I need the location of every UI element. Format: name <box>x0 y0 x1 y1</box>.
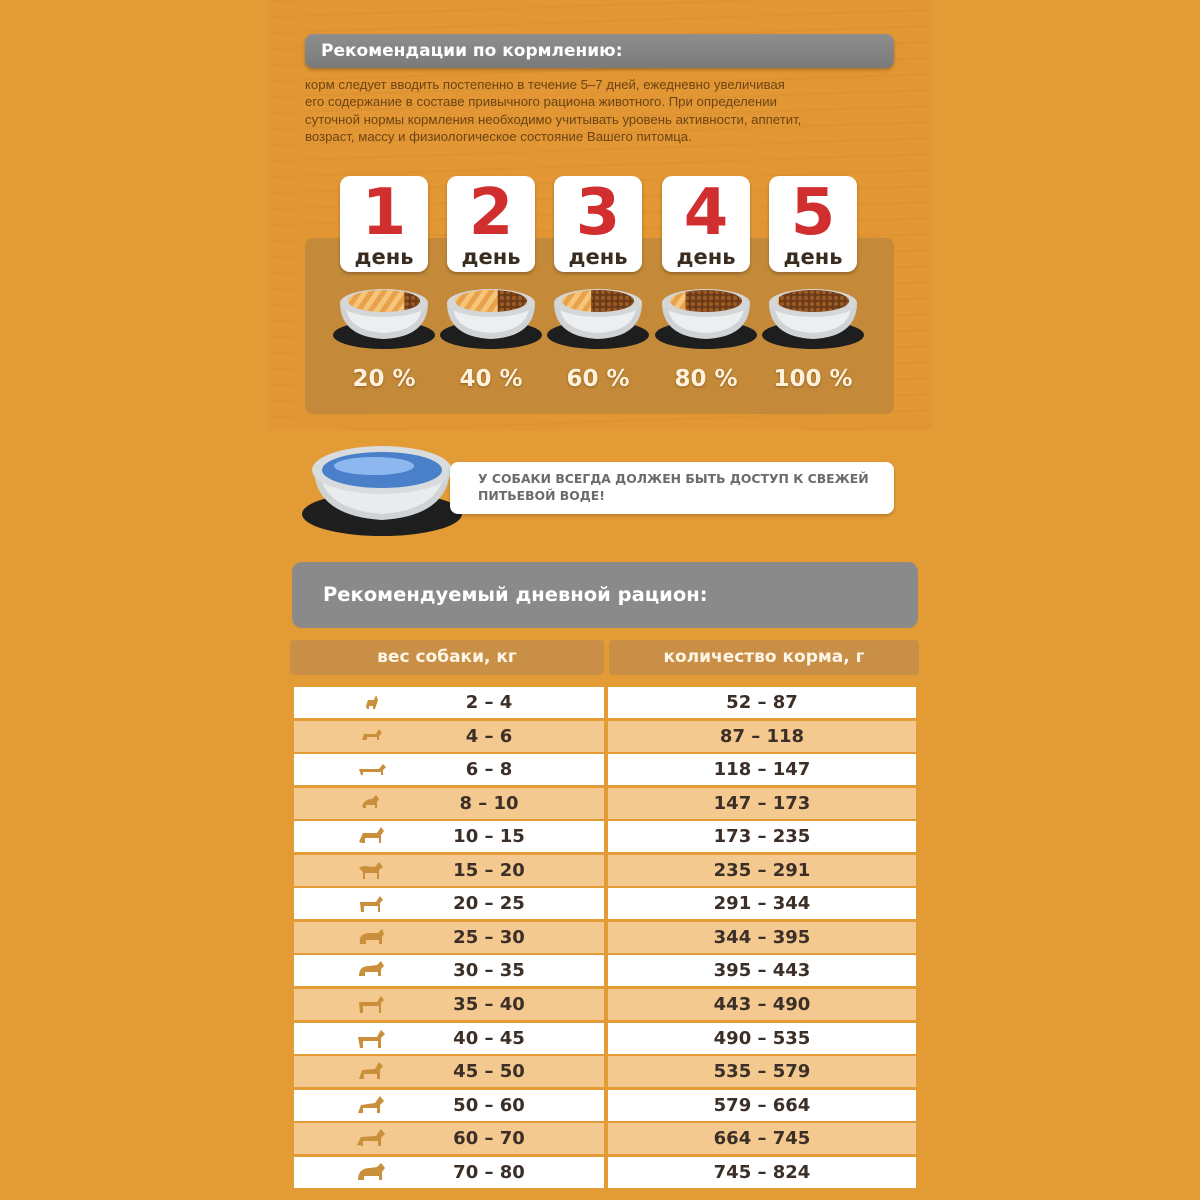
food-amount-cell: 664 – 745 <box>608 1123 916 1154</box>
day-label: день <box>354 245 414 269</box>
day-percent: 80 % <box>674 366 738 392</box>
table-row <box>294 788 916 819</box>
weight-value: 8 – 10 <box>459 792 519 814</box>
day-percent: 40 % <box>459 366 523 392</box>
weight-value: 20 – 25 <box>453 893 525 915</box>
water-note <box>478 470 878 504</box>
table-row <box>294 687 916 718</box>
feeding-title: Рекомендации по кормлению: <box>321 41 623 61</box>
weight-cell <box>294 1123 604 1154</box>
food-amount-cell: 395 – 443 <box>608 955 916 986</box>
dog-silhouette-icon <box>356 1061 386 1082</box>
day-label: день <box>783 245 843 269</box>
feeding-line: суточной нормы кормления необходимо учитывать уровень активности, аппетит, <box>305 111 802 127</box>
day-label: день <box>676 245 736 269</box>
dog-silhouette-icon <box>356 826 386 847</box>
dog-silhouette-icon <box>356 692 386 713</box>
dog-silhouette-icon <box>356 860 386 881</box>
food-bowl-icon <box>439 283 543 351</box>
weight-value: 6 – 8 <box>465 759 513 781</box>
weight-cell <box>294 922 604 953</box>
day-percent: 20 % <box>352 366 416 392</box>
weight-cell <box>294 955 604 986</box>
day-card <box>447 176 535 272</box>
table-row <box>294 821 916 852</box>
table-row <box>294 989 916 1020</box>
weight-cell <box>294 888 604 919</box>
table-row <box>294 1056 916 1087</box>
table-row <box>294 1123 916 1154</box>
dog-silhouette-icon <box>356 793 386 814</box>
food-amount-cell: 535 – 579 <box>608 1056 916 1087</box>
food-amount-cell: 52 – 87 <box>608 687 916 718</box>
food-amount-cell: 87 – 118 <box>608 721 916 752</box>
water-bowl-icon <box>300 436 464 538</box>
day-number: 5 <box>790 176 836 250</box>
table-row <box>294 1157 916 1188</box>
food-amount-cell: 344 – 395 <box>608 922 916 953</box>
table-row <box>294 754 916 785</box>
weight-cell <box>294 1157 604 1188</box>
dog-silhouette-icon <box>356 1095 386 1116</box>
weight-value: 60 – 70 <box>453 1128 525 1150</box>
feeding-instructions <box>305 76 895 148</box>
day-card <box>769 176 857 272</box>
dog-silhouette-icon <box>356 1162 386 1183</box>
weight-cell <box>294 754 604 785</box>
ration-title: Рекомендуемый дневной рацион: <box>323 583 708 606</box>
table-row <box>294 721 916 752</box>
food-bowl-icon <box>761 283 865 351</box>
table-row <box>294 1023 916 1054</box>
food-amount-cell: 118 – 147 <box>608 754 916 785</box>
weight-value: 30 – 35 <box>453 960 525 982</box>
ration-title-bar <box>292 562 918 628</box>
weight-value: 45 – 50 <box>453 1061 525 1083</box>
weight-cell <box>294 855 604 886</box>
food-amount-cell: 235 – 291 <box>608 855 916 886</box>
feeding-line: корм следует вводить постепенно в течение 5–7 дней, ежедневно увеличивая <box>305 77 785 92</box>
table-row <box>294 1090 916 1121</box>
feeding-line: возраст, массу и физиологическое состояние Вашего питомца. <box>305 129 692 145</box>
table-row <box>294 888 916 919</box>
food-amount-cell: 147 – 173 <box>608 788 916 819</box>
table-row <box>294 855 916 886</box>
weight-value: 15 – 20 <box>453 859 525 881</box>
day-card <box>554 176 642 272</box>
weight-cell <box>294 1090 604 1121</box>
day-number: 1 <box>361 176 407 250</box>
food-bowl-icon <box>654 283 758 351</box>
day-label: день <box>568 245 628 269</box>
dog-silhouette-icon <box>356 927 386 948</box>
dog-silhouette-icon <box>356 726 386 747</box>
day-number: 3 <box>575 176 621 250</box>
table-row <box>294 955 916 986</box>
day-number: 4 <box>683 176 729 250</box>
weight-value: 50 – 60 <box>453 1094 525 1116</box>
weight-cell <box>294 989 604 1020</box>
water-note-line: У СОБАКИ ВСЕГДА ДОЛЖЕН БЫТЬ ДОСТУП К СВЕЖЕЙ <box>478 471 869 486</box>
food-bowl-icon <box>546 283 650 351</box>
dog-silhouette-icon <box>356 1128 386 1149</box>
weight-cell <box>294 721 604 752</box>
food-amount-cell: 745 – 824 <box>608 1157 916 1188</box>
weight-value: 10 – 15 <box>453 826 525 848</box>
food-bowl-icon <box>332 283 436 351</box>
weight-value: 2 – 4 <box>465 692 513 713</box>
day-card <box>662 176 750 272</box>
feeding-line: его содержание в составе привычного рациона животного. При определении <box>305 94 778 110</box>
food-amount-cell: 443 – 490 <box>608 989 916 1020</box>
day-number: 2 <box>468 176 514 250</box>
day-percent: 60 % <box>566 366 630 392</box>
weight-value: 70 – 80 <box>453 1161 525 1183</box>
weight-value: 35 – 40 <box>453 993 525 1015</box>
day-label: день <box>461 245 521 269</box>
dog-silhouette-icon <box>356 1028 386 1049</box>
day-card <box>340 176 428 272</box>
weight-cell <box>294 1023 604 1054</box>
weight-cell <box>294 1056 604 1087</box>
weight-cell <box>294 687 604 718</box>
weight-value: 4 – 6 <box>465 725 513 747</box>
water-note-line: ПИТЬЕВОЙ ВОДЕ! <box>478 488 605 503</box>
weight-cell <box>294 821 604 852</box>
dog-silhouette-icon <box>356 994 386 1015</box>
food-amount-cell: 490 – 535 <box>608 1023 916 1054</box>
dog-silhouette-icon <box>356 960 386 981</box>
column-header-food: количество корма, г <box>609 640 919 675</box>
feeding-title-bar <box>305 34 894 68</box>
weight-value: 25 – 30 <box>453 926 525 948</box>
column-header-weight: вес собаки, кг <box>290 640 604 675</box>
table-row <box>294 922 916 953</box>
weight-value: 40 – 45 <box>453 1027 525 1049</box>
food-amount-cell: 173 – 235 <box>608 821 916 852</box>
dog-silhouette-icon <box>356 759 386 780</box>
weight-cell <box>294 788 604 819</box>
food-amount-cell: 291 – 344 <box>608 888 916 919</box>
day-percent: 100 % <box>773 366 853 392</box>
dog-silhouette-icon <box>356 893 386 914</box>
food-amount-cell: 579 – 664 <box>608 1090 916 1121</box>
